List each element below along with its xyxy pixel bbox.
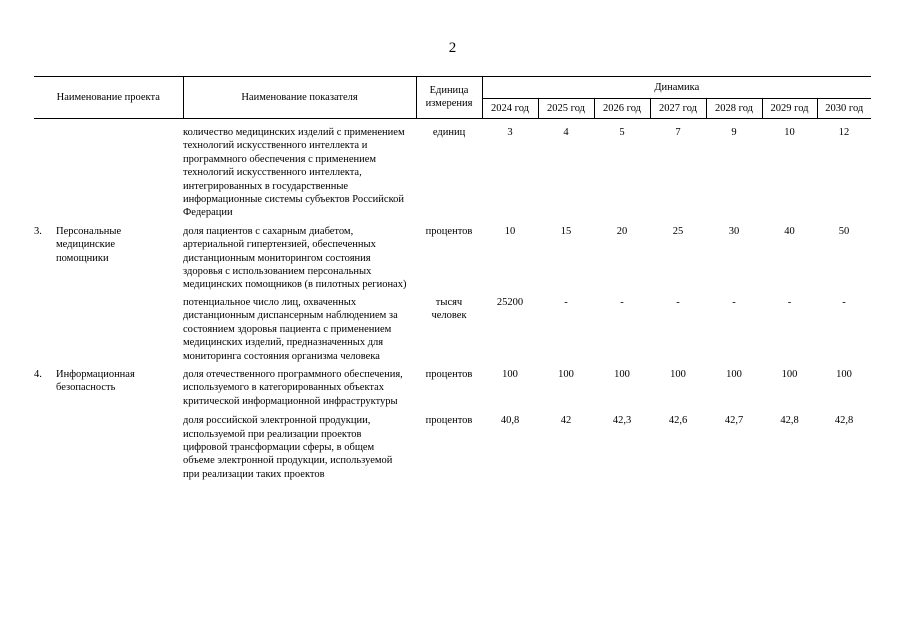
value-cell: 3 xyxy=(507,127,513,138)
value-cell: 100 xyxy=(836,368,852,380)
row-number xyxy=(34,292,56,363)
header-year: 2024 год xyxy=(482,99,538,119)
project-name xyxy=(56,119,183,220)
indicator-text: доля отечественного программного обеспечения, используемого в категорированных объектах критической информационной инфраструктуры xyxy=(183,368,403,407)
value-cell: - xyxy=(732,296,736,308)
value-cell: 20 xyxy=(616,225,628,237)
value-cell: 100 xyxy=(558,368,574,380)
table-row xyxy=(34,292,871,363)
project-name xyxy=(56,292,183,363)
value-cell: 100 xyxy=(781,368,798,380)
value-cell: 10 xyxy=(784,127,795,138)
header-indicator: Наименование показателя xyxy=(183,77,416,119)
value-cell: - xyxy=(842,296,846,308)
header-year: 2029 год xyxy=(762,99,817,119)
header-year: 2028 год xyxy=(706,99,762,119)
value-cell: - xyxy=(564,296,568,308)
project-name xyxy=(56,408,183,481)
header-year: 2026 год xyxy=(594,99,650,119)
value-cell: 42,6 xyxy=(668,415,688,427)
table-row xyxy=(34,119,871,220)
value-cell: 9 xyxy=(731,127,737,138)
value-cell: 7 xyxy=(675,127,681,138)
indicator-text: доля пациентов с сахарным диабетом, артериальной гипертензией, обеспеченных дистанционным мониторингом состояния здоровья с использованием персональных медицинских помощников (в пилотных регионах) xyxy=(183,225,407,291)
value-cell: 25 xyxy=(672,225,684,237)
value-cell: 42,3 xyxy=(612,415,632,427)
value-cell: 4 xyxy=(563,127,569,138)
value-cell: 42,7 xyxy=(724,415,744,427)
value-cell: 100 xyxy=(726,368,742,380)
page-number: 2 xyxy=(448,40,457,56)
unit-cell: процентов xyxy=(425,368,473,380)
indicator-name xyxy=(183,119,416,220)
header-unit-text: Единица измерения xyxy=(425,85,473,110)
project-name: Персональные медицинские помощники xyxy=(56,225,122,264)
indicator-text: доля российской электронной продукции, используемой при реализации проектов цифровой трансформации сферы, в общем объеме электронной продукции, используемой при реализации таких проектов xyxy=(183,415,393,480)
unit-cell: процентов xyxy=(425,415,473,427)
indicator-name xyxy=(183,292,416,363)
unit-cell: единиц xyxy=(432,127,466,138)
value-cell: 50 xyxy=(838,225,850,237)
value-cell: 25200 xyxy=(496,296,524,308)
value-cell: 15 xyxy=(560,225,572,237)
indicator-name xyxy=(183,220,416,292)
value-cell: 5 xyxy=(619,127,625,138)
header-year: 2027 год xyxy=(650,99,706,119)
value-cell: - xyxy=(676,296,680,308)
value-cell: 42,8 xyxy=(780,415,799,427)
header-unit xyxy=(416,77,482,119)
indicator-text: количество медицинских изделий с применением технологий искусственного интеллекта и программного обеспечения с применением технологий искусственного интеллекта, интегрированных в государственные информационные системы субъектов Российской Федерации xyxy=(183,127,405,219)
unit-cell: процентов xyxy=(425,225,473,237)
unit-cell xyxy=(416,292,482,363)
table-row xyxy=(34,408,871,481)
header-dynamics: Динамика xyxy=(482,77,871,99)
row-number xyxy=(34,119,56,220)
header-project: Наименование проекта xyxy=(34,77,183,119)
value-cell: 30 xyxy=(728,225,740,237)
header-year: 2030 год xyxy=(817,99,871,119)
value-cell: 100 xyxy=(502,368,518,380)
table-row xyxy=(34,220,871,292)
unit-text: тысяч человек xyxy=(431,296,467,322)
value-cell: 100 xyxy=(614,368,630,380)
value-cell: 12 xyxy=(838,127,850,138)
value-cell: 100 xyxy=(670,368,686,380)
indicator-text: потенциальное число лиц, охваченных дистанционным диспансерным наблюдением за состоянием здоровья пациента с применением медицинских изделий, предназначенных для мониторинга состояния организма человека xyxy=(183,296,398,362)
value-cell: 42,8 xyxy=(834,415,854,427)
row-number xyxy=(34,408,56,481)
indicators-table xyxy=(34,76,871,481)
value-cell: 40,8 xyxy=(500,415,520,427)
row-number: 3. xyxy=(34,225,42,237)
value-cell: 40 xyxy=(784,225,795,237)
row-number: 4. xyxy=(34,368,42,380)
header-year: 2025 год xyxy=(538,99,594,119)
value-cell: - xyxy=(620,296,624,308)
value-cell: 10 xyxy=(504,225,516,237)
table-row xyxy=(34,363,871,408)
value-cell: - xyxy=(787,296,792,308)
project-name: Информационная безопасность xyxy=(56,368,135,394)
indicator-name xyxy=(183,363,416,408)
value-cell: 42 xyxy=(560,415,572,427)
indicator-name xyxy=(183,408,416,481)
